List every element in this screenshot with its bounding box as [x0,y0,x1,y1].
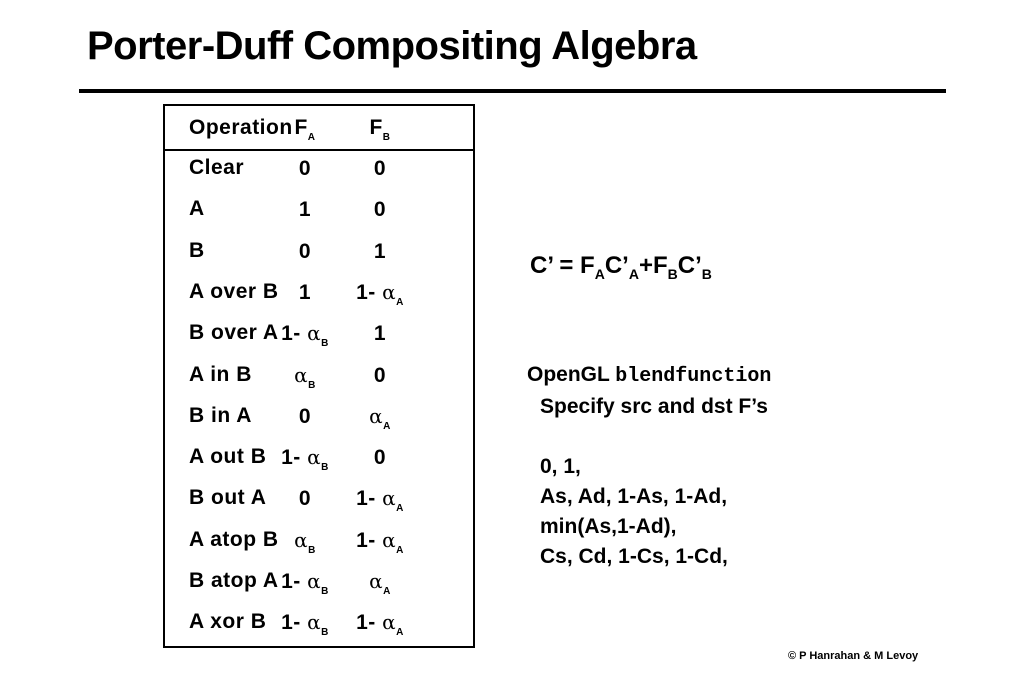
fb-cell: 1- $\alpha_A$ [356,486,404,515]
operation-cell: Clear [189,156,245,179]
compositing-formula: C’ = $F_AC’_A+F_BC’_B$ [530,252,712,282]
operation-cell: A atop B [189,527,279,551]
fb-cell: 1 [373,322,387,346]
operation-cell: B atop A [189,569,279,592]
copyright-credit: © P Hanrahan & M Levoy [788,650,919,662]
notes-line [527,422,771,452]
operation-cell: B [189,238,205,262]
fb-cell: 0 [373,198,387,222]
notes-line: Cs, Cd, 1-Cs, 1-Cd, [540,545,728,568]
operation-cell: A [189,197,205,221]
fa-cell: 0 [298,404,312,428]
fa-cell: 0 [298,157,312,180]
header-fa: $F_A$ [294,116,316,143]
fa-cell: 1- $\alpha_B$ [281,321,329,350]
compositing-table [163,104,475,648]
fb-cell: 1- $\alpha_A$ [356,610,404,639]
fa-cell: 1 [298,198,312,222]
operation-cell: B in A [189,403,252,427]
fa-cell: $\alpha_B$ [294,362,316,391]
fb-cell: 1- $\alpha_A$ [356,279,404,308]
fa-cell: 1- $\alpha_B$ [281,445,329,474]
header-divider [165,149,473,151]
opengl-notes [527,360,771,572]
operation-cell: A over B [189,279,279,303]
fb-cell: $\alpha_A$ [369,403,391,432]
operation-cell: B out A [189,486,267,510]
fa-cell: $\alpha_B$ [294,527,316,556]
operation-cell: A out B [189,445,267,469]
header-fb: $F_B$ [369,116,391,143]
title-underline [79,89,946,93]
operation-cell: B over A [189,321,279,345]
fa-cell: 1- $\alpha_B$ [281,610,329,639]
fb-cell: 1- $\alpha_A$ [356,527,404,556]
notes-line: 0, 1, [540,455,581,478]
fa-cell: 1 [298,280,312,304]
fb-cell: 0 [373,363,387,387]
fa-cell: 0 [298,239,312,263]
fa-cell: 1- $\alpha_B$ [281,569,329,597]
fa-cell: 0 [298,487,312,511]
notes-line: As, Ad, 1-As, 1-Ad, [540,485,728,508]
function-name: blendfunction [615,365,772,388]
fb-cell: 1 [373,239,387,263]
fb-cell: 0 [373,157,387,180]
operation-cell: A in B [189,362,252,386]
fb-cell: $\alpha_A$ [369,569,391,597]
notes-line: min(As,1-Ad), [540,515,677,538]
fb-cell: 0 [373,446,387,470]
operation-cell: A xor B [189,610,267,634]
header-operation: Operation [189,116,293,139]
notes-heading: OpenGL blendfunction [527,363,772,388]
slide-title: Porter-Duff Compositing Algebra [87,24,697,68]
notes-line: Specify src and dst F’s [540,395,768,418]
